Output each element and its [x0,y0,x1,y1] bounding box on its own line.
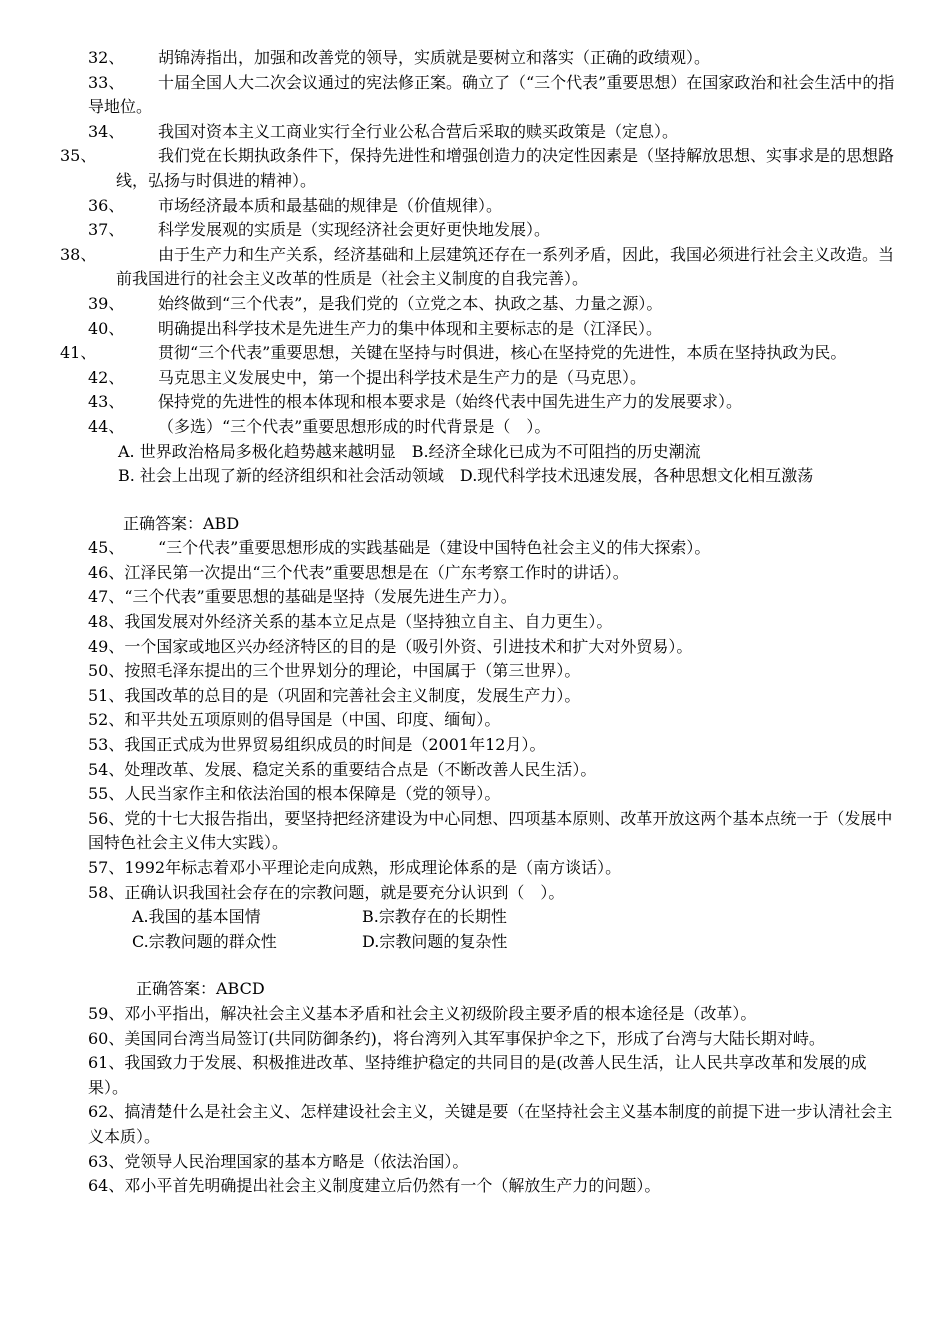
question-text: 我国对资本主义工商业实行全行业公私合营后采取的赎买政策是（定息）。 [158,121,679,141]
question-text: 由于生产力和生产关系，经济基础和上层建筑还存在一系列矛盾，因此，我国必须进行社会主义改造。当前我国进行的社会主义改革的性质是（社会主义制度的自我完善）。 [116,244,895,289]
question-number: 44、 [88,416,125,436]
question-list-b [88,561,898,905]
question-item [88,120,898,145]
question-item: 56、党的十七大报告指出，要坚持把经济建设为中心同想、四项基本原则、改革开放这两个基本点统一于（发展中国特色社会主义伟大实践）。 [88,808,893,853]
question-item [60,341,898,366]
question-text: （多选）“三个代表”重要思想形成的时代背景是（ ）。 [158,416,551,436]
q44-option-line-2: B. 社会上出现了新的经济组织和社会活动领域 D.现代科学技术迅速发展，各种思想文化相互激荡 [118,466,814,486]
question-text: 科学发展观的实质是（实现经济社会更好更快地发展）。 [158,220,551,240]
q58-option-c: C.宗教问题的群众性 [132,931,277,951]
question-text: 贯彻“三个代表”重要思想，关键在坚持与时俱进，核心在坚持党的先进性，本质在坚持执政为民。 [158,343,847,363]
question-text: 马克思主义发展史中，第一个提出科学技术是生产力的是（马克思）。 [158,367,647,387]
question-item: 47、“三个代表”重要思想的基础是坚持（发展先进生产力）。 [88,587,517,607]
question-item: 61、我国致力于发展、积极推进改革、坚持维护稳定的共同目的是(改善人民生活，让人民共享改革和发展的成果）。 [88,1053,867,1097]
question-item [60,243,898,292]
question-number: 35、 [60,146,97,166]
question-item [88,536,898,561]
question-text: 始终做到“三个代表”，是我们党的（立党之本、执政之基、力量之源）。 [158,293,663,313]
question-text: 明确提出科学技术是先进生产力的集中体现和主要标志的是（江泽民）。 [158,318,663,338]
question-text: 我们党在长期执政条件下，保持先进性和增强创造力的决定性因素是（坚持解放思想、实事求是的思想路线，弘扬与时俱进的精神）。 [116,146,895,190]
question-text: “三个代表”重要思想形成的实践基础是（建设中国特色社会主义的伟大探索）。 [158,538,711,558]
question-list-a [60,46,898,440]
q44-answer: 正确答案：ABD [123,513,240,533]
question-number: 41、 [60,343,97,363]
question-number: 42、 [88,367,125,387]
question-item: 57、1992年标志着邓小平理论走向成熟，形成理论体系的是（南方谈话）。 [88,858,622,877]
question-number: 36、 [88,195,125,215]
question-item [88,317,898,342]
question-number: 38、 [60,244,97,264]
question-item [60,144,898,193]
question-item: 60、美国同台湾当局签订(共同防御条约)，将台湾列入其军事保护伞之下，形成了台湾与大陆长期对峙。 [88,1028,825,1048]
q58-answer: 正确答案：ABCD [136,979,265,999]
question-item: 50、按照毛泽东提出的三个世界划分的理论，中国属于（第三世界）。 [88,661,581,681]
question-list-c [88,1002,898,1199]
question-item: 54、处理改革、发展、稳定关系的重要结合点是（不断改善人民生活）。 [88,759,597,779]
question-item [88,46,898,71]
question-number: 37、 [88,220,125,240]
question-item: 46、江泽民第一次提出“三个代表”重要思想是在（广东考察工作时的讲话）。 [88,562,629,582]
question-item: 59、邓小平指出，解决社会主义基本矛盾和社会主义初级阶段主要矛盾的根本途径是（改革）。 [88,1003,757,1023]
q44-option-line-1: A. 世界政治格局多极化趋势越来越明显 B.经济全球化已成为不可阻挡的历史潮流 [118,441,701,461]
question-text: 市场经济最本质和最基础的规律是（价值规律）。 [158,195,503,215]
question-number: 34、 [88,121,125,141]
question-item [88,390,898,415]
question-number: 40、 [88,318,125,338]
question-number: 45、 [88,538,125,558]
question-item [88,218,898,243]
question-number: 43、 [88,392,125,412]
question-item: 49、一个国家或地区兴办经济特区的目的是（吸引外资、引进技术和扩大对外贸易）。 [88,636,693,656]
question-text: 十届全国人大二次会议通过的宪法修正案。确立了（“三个代表”重要思想）在国家政治和社会生活中的指导地位。 [88,72,895,117]
question-number: 32、 [88,48,125,67]
q58-option-a: A.我国的基本国情 [132,907,261,927]
question-item: 58、正确认识我国社会存在的宗教问题，就是要充分认识到（ ）。 [88,882,565,902]
question-item: 64、邓小平首先明确提出社会主义制度建立后仍然有一个（解放生产力的问题）。 [88,1176,661,1196]
q58-option-b: B.宗教存在的长期性 [362,907,507,927]
question-item: 55、人民当家作主和依法治国的根本保障是（党的领导）。 [88,784,501,804]
question-text: 保持党的先进性的根本体现和根本要求是（始终代表中国先进生产力的发展要求）。 [158,392,743,412]
q58-option-d: D.宗教问题的复杂性 [362,931,508,951]
document-page [60,46,898,1199]
question-item: 62、搞清楚什么是社会主义、怎样建设社会主义，关键是要（在坚持社会主义基本制度的前提下进一步认清社会主义本质）。 [88,1102,893,1146]
question-item: 53、我国正式成为世界贸易组织成员的时间是（2001年12月）。 [88,735,546,755]
question-text: 胡锦涛指出，加强和改善党的领导，实质就是要树立和落实（正确的政绩观）。 [158,48,711,67]
question-number: 39、 [88,293,125,313]
question-item [88,194,898,219]
question-item: 52、和平共处五项原则的倡导国是（中国、印度、缅甸）。 [88,710,501,730]
question-item [88,71,898,120]
question-item: 63、党领导人民治理国家的基本方略是（依法治国）。 [88,1151,469,1171]
q58-options-row [132,905,898,930]
question-number: 33、 [88,72,125,92]
question-item [88,292,898,317]
q58-options-row [132,930,898,955]
question-item [88,366,898,391]
spacer [88,489,898,512]
q58-options [88,905,898,954]
question-item: 48、我国发展对外经济关系的基本立足点是（坚持独立自主、自力更生）。 [88,612,613,632]
question-item [88,415,898,440]
spacer [88,954,898,977]
question-item: 51、我国改革的总目的是（巩固和完善社会主义制度，发展生产力）。 [88,685,581,705]
